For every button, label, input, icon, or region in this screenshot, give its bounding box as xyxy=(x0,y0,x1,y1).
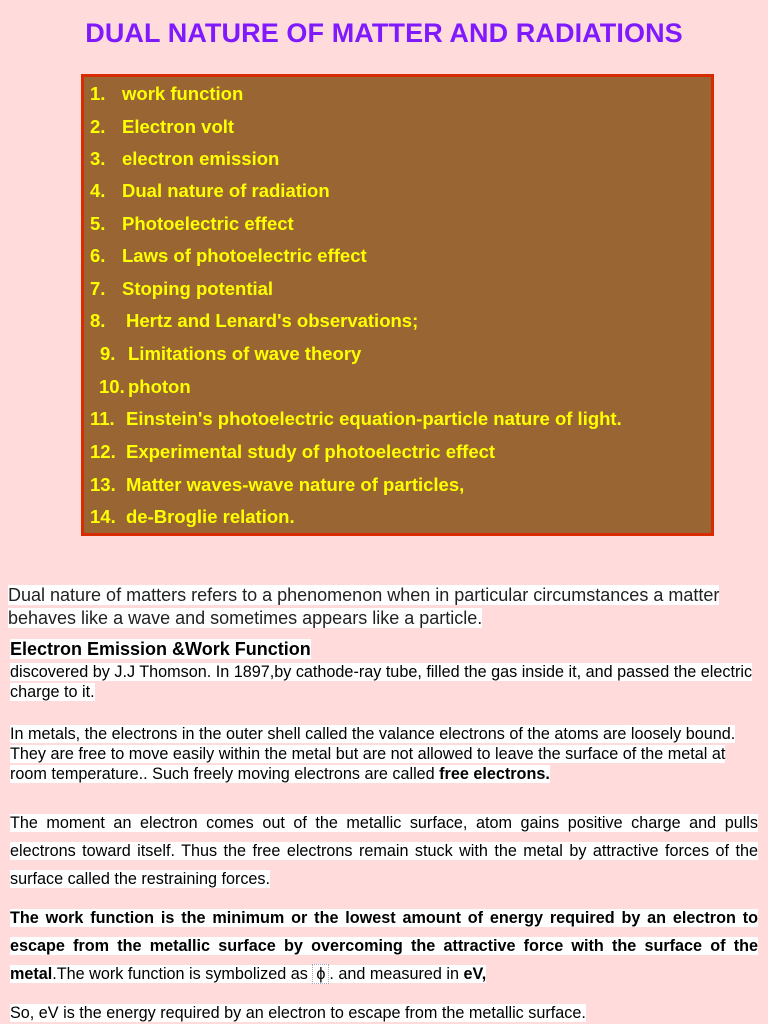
paragraph-text: The moment an electron comes out of the metallic surface, atom gains positive charge and pulls electrons toward itself. Thus the free electrons remain stuck with the metal by attractive forces of the surface called the restraining forces. xyxy=(10,814,758,888)
list-item-label: Einstein's photoelectric equation-particle nature of light. xyxy=(126,408,622,429)
intro-text: Dual nature of matters refers to a phenomenon when in particular circumstances a matter behaves like a wave and sometimes appears like a particle. xyxy=(8,585,720,628)
page-title: DUAL NATURE OF MATTER AND RADIATIONS xyxy=(85,18,683,48)
paragraph-text: So, eV is the energy required by an electron to escape from the metallic surface. xyxy=(10,1004,586,1022)
list-item-number: 5. xyxy=(90,213,106,234)
list-item-label: Dual nature of radiation xyxy=(122,180,330,201)
list-item-label: Limitations of wave theory xyxy=(128,343,362,364)
paragraph-text: In metals, the electrons in the outer shell called the valance electrons of the atoms are loosely bound. They are free to move easily within the metal but are not allowed to leave the surface of the metal at room temperature.. Such freely moving electrons are called xyxy=(10,725,736,783)
free-electrons-term: free electrons. xyxy=(439,765,550,783)
paragraph-restraining-forces xyxy=(10,809,758,893)
intro-paragraph xyxy=(8,584,728,630)
list-item-number: 7. xyxy=(90,278,106,299)
list-item-number: 14. xyxy=(90,506,116,527)
list-item-label: Laws of photoelectric effect xyxy=(122,245,367,266)
list-item-label: electron emission xyxy=(122,148,280,169)
paragraph-work-function xyxy=(10,904,758,988)
list-item-number: 1. xyxy=(90,83,106,104)
paragraph-free-electrons xyxy=(10,724,758,784)
list-item-label: Matter waves-wave nature of particles, xyxy=(126,474,465,495)
list-item-label: Photoelectric effect xyxy=(122,213,294,234)
list-item-number: 10. xyxy=(99,376,125,397)
list-item-label: Experimental study of photoelectric effect xyxy=(126,441,496,462)
list-item-number: 2. xyxy=(90,116,106,137)
section-heading xyxy=(10,639,311,660)
list-item-number: 8. xyxy=(90,310,106,331)
list-item-label: de-Broglie relation. xyxy=(126,506,295,527)
list-item-label: Stoping potential xyxy=(122,278,274,299)
list-item-number: 3. xyxy=(90,148,106,169)
section-heading-text: Electron Emission &Work Function xyxy=(10,639,311,659)
list-item-label: Electron volt xyxy=(122,116,235,137)
work-function-definition: The work function is the minimum or the lowest amount of energy required by an electron to escape from the metallic surface by overcoming the attractive force with the surface of the metal xyxy=(10,909,758,983)
ev-unit: eV, xyxy=(463,965,487,983)
list-item-label: Hertz and Lenard's observations; xyxy=(126,310,419,331)
list-item-number: 13. xyxy=(90,474,116,495)
list-item-number: 4. xyxy=(90,180,106,201)
list-item-label: photon xyxy=(128,376,191,397)
list-item-label: work function xyxy=(122,83,244,104)
list-item-number: 6. xyxy=(90,245,106,266)
paragraph-text: .The work function is symbolized as xyxy=(52,965,313,983)
paragraph-text: . and measured in xyxy=(329,965,464,983)
paragraph-thomson xyxy=(10,662,758,702)
topics-list xyxy=(81,74,714,536)
list-item-number: 11. xyxy=(90,408,115,429)
paragraph-text: discovered by J.J Thomson. In 1897,by cathode-ray tube, filled the gas inside it, and passed the electric charge to it. xyxy=(10,663,753,701)
phi-symbol: ϕ xyxy=(312,964,329,984)
list-item-number: 12. xyxy=(90,441,116,462)
list-item-number: 9. xyxy=(100,343,116,364)
paragraph-ev xyxy=(10,1003,758,1023)
